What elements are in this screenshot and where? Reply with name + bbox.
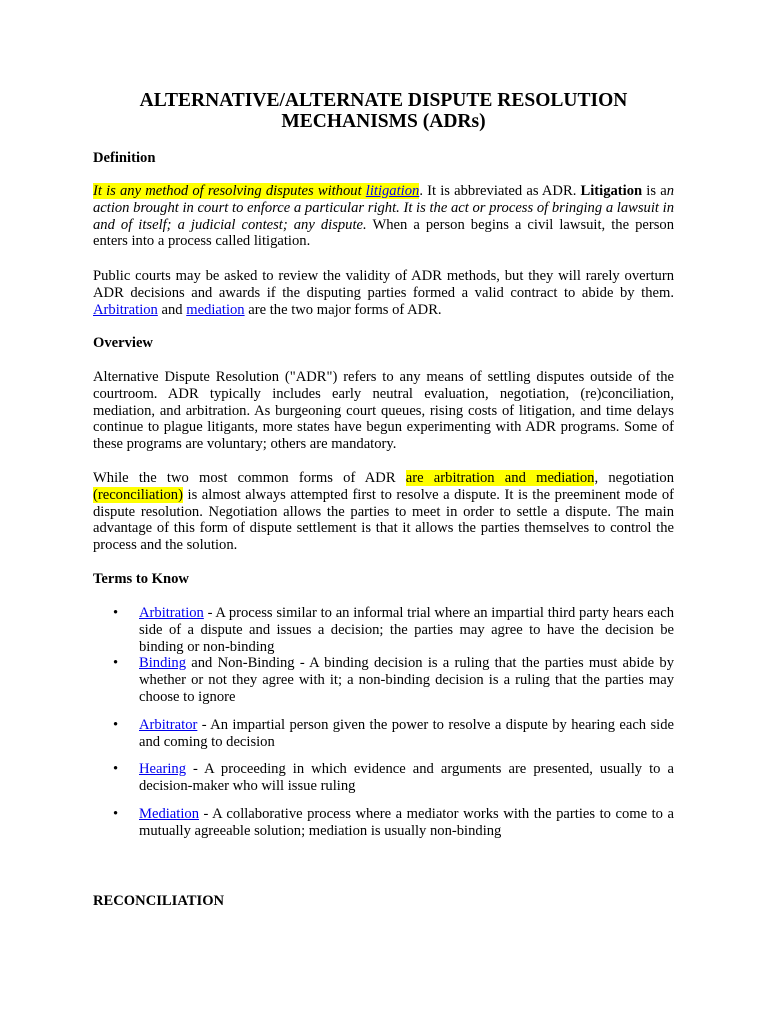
definition-text-1: . It is abbreviated as ADR. <box>419 183 581 199</box>
adr-review-text-1: Public courts may be asked to review the validity of ADR methods, but they will rarely overturn ADR decisions and awards if the disputing parties formed a valid contract to abide by them. <box>93 268 674 301</box>
bullet-icon: • <box>113 655 119 672</box>
list-item <box>93 761 674 795</box>
overview-paragraph-1: Alternative Dispute Resolution ("ADR") refers to any means of settling disputes outside of the courtroom. ADR typically includes early neutral evaluation, negotiation, (re)conciliation, mediation, and arbitration. As burgeoning court queues, rising costs of litigation, and time delays continue to plague litigants, more states have begun experimenting with ADR programs. Some of these programs are voluntary; others are mandatory. <box>93 369 674 453</box>
overview-text-3: is almost always attempted first to resolve a dispute. It is the preeminent mode of dispute resolution. Negotiation allows the parties to meet in order to settle a dispute. The main advantage of this form of dispute settlement is that it allows the parties themselves to control the process and the solution. <box>93 486 674 554</box>
overview-text-1: While the two most common forms of ADR <box>93 470 406 486</box>
term-description: - A proceeding in which evidence and arguments are presented, usually to a decision-maker who will issue ruling <box>139 761 674 795</box>
reconciliation-highlight: (reconciliation) <box>93 486 183 503</box>
list-item <box>93 806 674 840</box>
term-link-mediation[interactable]: Mediation <box>139 805 199 822</box>
term-description: and Non-Binding - A binding decision is a ruling that the parties must abide by whether or not they agree with it; a non-binding decision is a ruling that the parties may choose to ignore <box>139 655 674 705</box>
bullet-icon: • <box>113 761 119 778</box>
list-item <box>93 655 674 705</box>
definition-heading: Definition <box>93 150 156 166</box>
adr-review-text-2: and <box>157 301 187 318</box>
term-link-hearing[interactable]: Hearing <box>139 761 187 778</box>
document-title <box>93 90 674 132</box>
overview-paragraph-2 <box>93 470 674 554</box>
bullet-icon: • <box>113 716 119 733</box>
litigation-definition: n action brought in court to enforce a particular right. It is the act or process of bringing a lawsuit in and of itself; a judicial contest; any dispute. <box>93 183 674 233</box>
term-description: - A collaborative process where a mediator works with the parties to come to a mutually agreeable solution; mediation is usually non-binding <box>139 805 674 839</box>
title-line-2: MECHANISMS (ADRs) <box>281 111 486 132</box>
terms-list <box>93 605 674 840</box>
term-link-arbitrator[interactable]: Arbitrator <box>139 716 198 733</box>
reconciliation-heading: RECONCILIATION <box>93 893 225 909</box>
bullet-icon: • <box>113 805 119 822</box>
list-item <box>93 605 674 655</box>
arbitration-mediation-highlight: are arbitration and mediation <box>405 470 595 486</box>
terms-heading: Terms to Know <box>93 571 189 587</box>
arbitration-link[interactable]: Arbitration <box>93 301 158 318</box>
definition-text-3: When a person begins a civil lawsuit, the person enters into a process called litigation. <box>93 216 674 250</box>
mediation-link[interactable]: mediation <box>186 301 245 318</box>
overview-text-2: , negotiation <box>594 470 674 486</box>
adr-review-text-3: are the two major forms of ADR. <box>244 301 442 318</box>
overview-heading: Overview <box>93 335 153 351</box>
definition-paragraph <box>93 183 674 250</box>
list-item <box>93 717 674 751</box>
litigation-link[interactable]: litigation <box>365 183 420 199</box>
definition-text-2: is a <box>642 183 667 199</box>
title-line-1: ALTERNATIVE/ALTERNATE DISPUTE RESOLUTION <box>139 90 628 111</box>
term-link-binding[interactable]: Binding <box>139 655 187 672</box>
definition-italic-lead: It is any method of resolving disputes without <box>93 183 366 199</box>
bullet-icon: • <box>113 605 119 621</box>
term-description: - An impartial person given the power to resolve a dispute by hearing each side and coming to decision <box>139 716 674 750</box>
definition-highlight <box>93 183 419 199</box>
term-description: - A process similar to an informal trial where an impartial third party hears each side of a dispute and issues a decision; the parties may agree to have the decision be binding or non-binding <box>139 605 674 655</box>
adr-review-paragraph <box>93 268 674 318</box>
term-link-arbitration[interactable]: Arbitration <box>139 605 204 621</box>
litigation-term: Litigation <box>580 183 643 199</box>
